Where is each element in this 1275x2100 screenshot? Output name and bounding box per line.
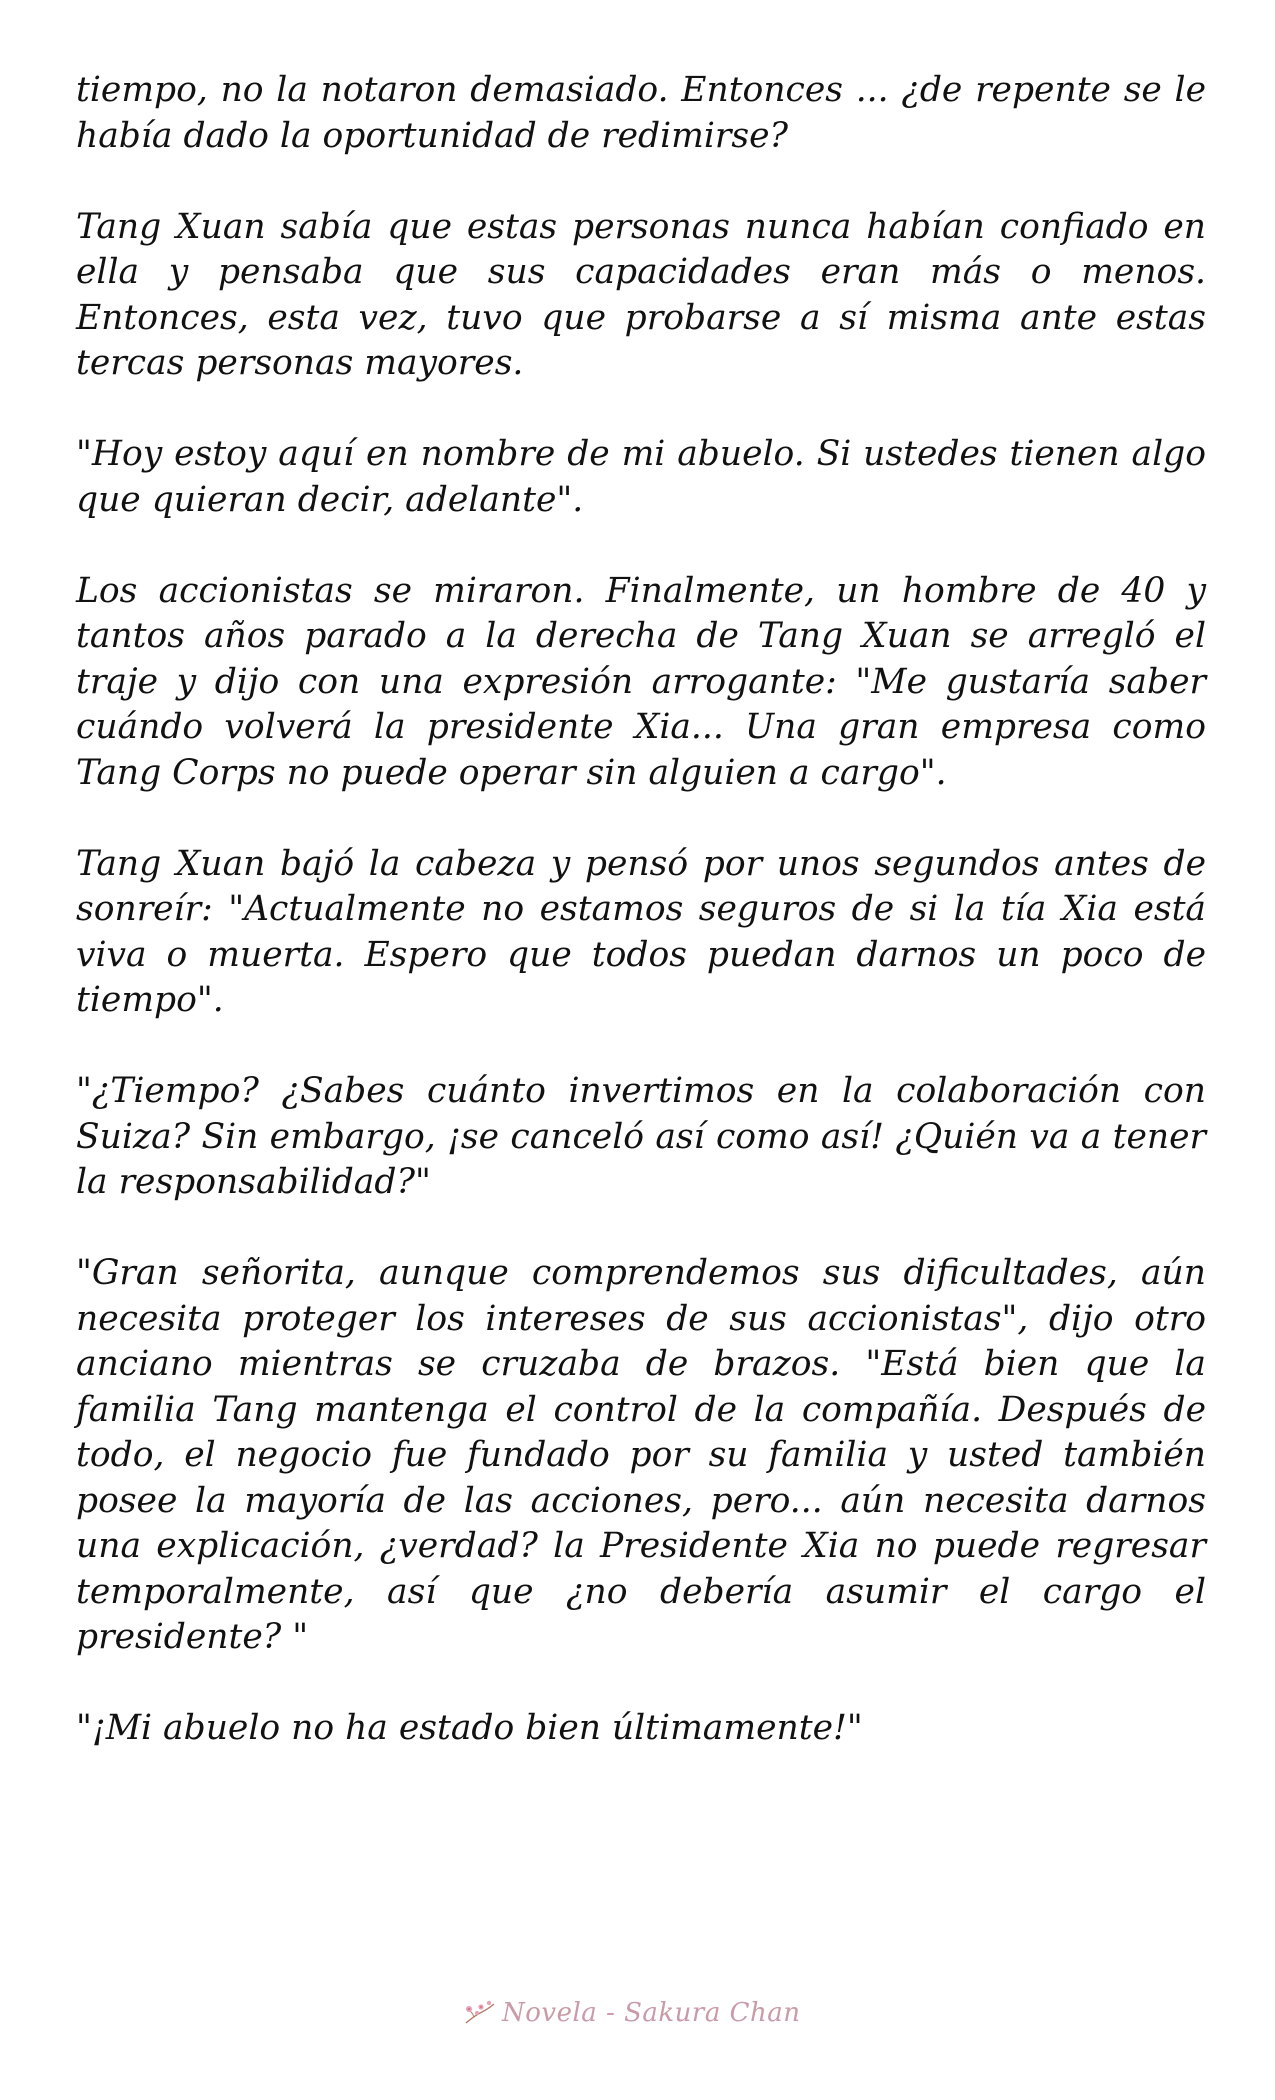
paragraph-2: Tang Xuan sabía que estas personas nunca habían confiado en ella y pensaba que sus capacidades eran más o menos. Entonces, esta vez, tuvo que probarse a sí misma ante estas tercas personas mayores. xyxy=(76,206,1206,383)
paragraph-4: Los accionistas se miraron. Finalmente, un hombre de 40 y tantos años parado a la derecha de Tang Xuan se arregló el traje y dijo con una expresión arrogante: "Me gustaría saber cuándo volverá la presidente Xia... Una gran empresa como Tang Corps no puede operar sin alguien a cargo". xyxy=(76,570,1206,793)
watermark-text: Novela - Sakura Chan xyxy=(502,1998,801,2028)
story-text xyxy=(76,68,1206,1752)
paragraph-5: Tang Xuan bajó la cabeza y pensó por unos segundos antes de sonreír: "Actualmente no estamos seguros de si la tía Xia está viva o muerta. Espero que todos puedan darnos un poco de tiempo". xyxy=(76,843,1206,1020)
sakura-blossom-icon xyxy=(460,1998,498,2028)
paragraph-1: tiempo, no la notaron demasiado. Entonces ... ¿de repente se le había dado la oportunidad de redimirse? xyxy=(76,70,1206,156)
paragraph-3: "Hoy estoy aquí en nombre de mi abuelo. Si ustedes tienen algo que quieran decir, adelante". xyxy=(76,434,1206,520)
paragraph-7: "Gran señorita, aunque comprendemos sus dificultades, aún necesita proteger los intereses de sus accionistas", dijo otro anciano mientras se cruzaba de brazos. "Está bien que la familia Tang mantenga el control de la compañía. Después de todo, el negocio fue fundado por su familia y usted también posee la mayoría de las acciones, pero... aún necesita darnos una explicación, ¿verdad? la Presidente Xia no puede regresar temporalmente, así que ¿no debería asumir el cargo el presidente? " xyxy=(76,1253,1206,1657)
watermark xyxy=(460,1998,801,2028)
paragraph-8: "¡Mi abuelo no ha estado bien últimamente!" xyxy=(76,1708,863,1748)
paragraph-6: "¿Tiempo? ¿Sabes cuánto invertimos en la colaboración con Suiza? Sin embargo, ¡se canceló así como así! ¿Quién va a tener la responsabilidad?" xyxy=(76,1071,1206,1202)
